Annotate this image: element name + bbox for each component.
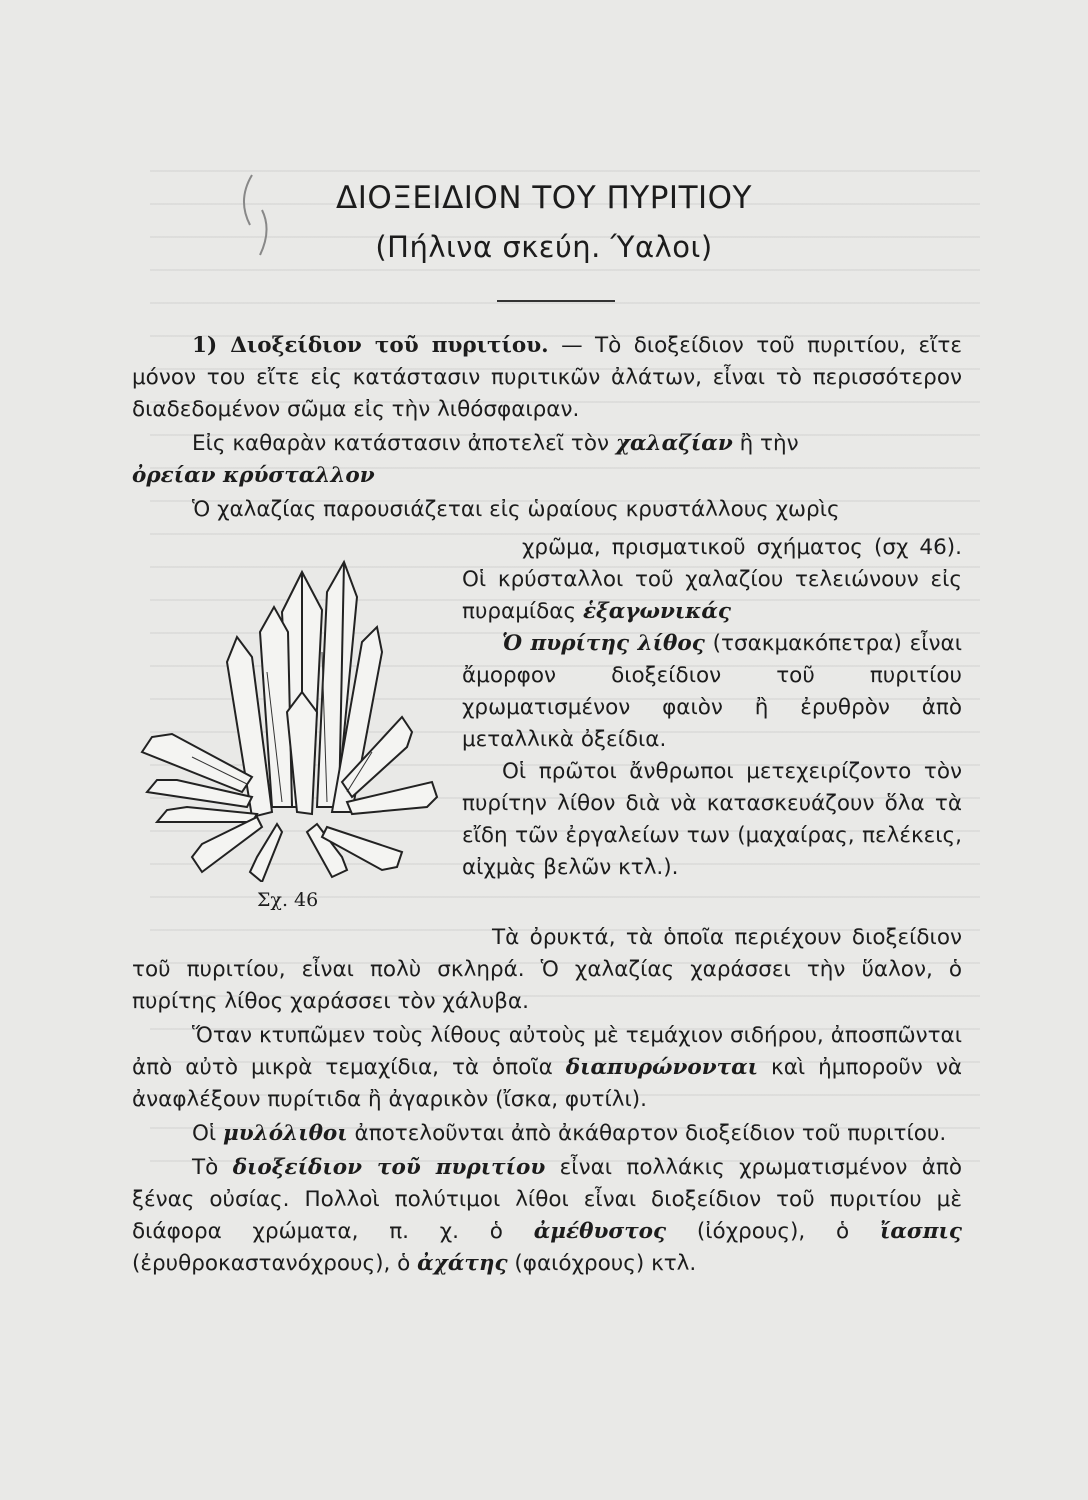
paragraph-intro: [132, 330, 962, 426]
p7-text-e: (ἰόχρους), ὁ: [666, 1219, 880, 1244]
p6-text-a: Οἱ: [192, 1121, 224, 1146]
p7-text-a: Τὸ: [192, 1155, 233, 1180]
section-heading: 1) Διοξείδιον τοῦ πυριτίου.: [192, 333, 549, 358]
p3-text: Ὁ χαλαζίας παρουσιάζεται εἰς ὡραίους κρυστάλλους χωρὶς: [192, 497, 840, 522]
term-iaspis: ἴασπις: [879, 1219, 962, 1244]
side-paragraph-2: [462, 628, 962, 756]
intro-text: — Τὸ διοξείδιον τοῦ πυριτίου, εἴτε μόνον του εἴτε εἰς κατάστασιν πυριτικῶν ἀλάτων, εἶναι τὸ περισσότερον διαδεδομένον σῶμα εἰς τὴν λιθόσφαιραν.: [132, 333, 962, 422]
term-pyritis-lithos: Ὁ πυρίτης λίθος: [502, 631, 705, 656]
p5-text-a: Ὅταν κτυπῶμεν τοὺς λίθους αὐτοὺς μὲ τεμάχιον σιδήρου, ἀποσπῶνται ἀπὸ αὐτὸ μικρὰ τεμαχίδια, τὰ ὁποῖα: [132, 1023, 962, 1080]
paragraph-4: [132, 922, 962, 1018]
page-subtitle: (Πήλινα σκεύη. Ύαλοι): [375, 230, 713, 264]
term-chalazias: χαλαζίαν: [615, 431, 733, 456]
side1-text: χρῶμα, πρισματικοῦ σχήματος (σχ 46). Οἱ κρύσταλλοι τοῦ χαλαζίου τελειώνουν εἰς πυραμίδας: [462, 535, 962, 624]
figure-side-text: [462, 532, 962, 922]
paragraph-3: [132, 494, 962, 526]
term-mylolithoi: μυλόλιθοι: [223, 1121, 348, 1146]
quartz-figure: [132, 532, 462, 922]
side2-text: (τσακμακόπετρα) εἶναι ἄμορφον διοξείδιον τοῦ πυριτίου χρωματισμένον φαιὸν ἢ ἐρυθρὸν ἀπὸ μεταλλικὰ ὀξείδια.: [462, 631, 963, 752]
p7-text-g: (ἐρυθροκαστανόχρους), ὁ: [132, 1251, 418, 1276]
page-title: ΔΙΟΞΕΙΔΙΟΝ ΤΟΥ ΠΥΡΙΤΙΟΥ: [336, 180, 752, 216]
p5-text-c: καὶ ἠμποροῦν νὰ ἀναφλέξουν πυρίτιδα ἢ ἀγαρικὸν (ἴσκα, φυτίλι).: [132, 1055, 962, 1112]
p7-text-c: εἶναι πολλάκις χρωματισμένον ἀπὸ ξένας οὐσίας. Πολλοὶ πολύτιμοι λίθοι εἶναι διοξείδιον τοῦ πυριτίου μὲ διάφορα χρώματα, π. χ. ὁ: [132, 1155, 962, 1244]
p2-text-c: ἢ τὴν: [732, 431, 799, 456]
figure-caption: Σχ. 46: [257, 889, 319, 911]
quartz-crystal-illustration: [132, 552, 452, 882]
side-paragraph-3: [462, 756, 962, 884]
p4-text: Τὰ ὀρυκτά, τὰ ὁποῖα περιέχουν διοξείδιον τοῦ πυριτίου, εἶναι πολὺ σκληρά. Ὁ χαλαζίας χαράσσει τὴν ὕαλον, ὁ πυρίτης λίθος χαράσσει τὸν χάλυβα.: [132, 925, 962, 1014]
side-paragraph-1: [462, 532, 962, 628]
term-achatis: ἀχάτης: [417, 1251, 508, 1276]
paragraph-7: [132, 1152, 962, 1280]
side3-text: Οἱ πρῶτοι ἄνθρωποι μετεχειρίζοντο τὸν πυρίτην λίθον διὰ νὰ κατασκευάζουν ὅλα τὰ εἴδη τῶν ἐργαλείων των (μαχαίρας, πελέκεις, αἰχμὰς βελῶν κτλ.).: [462, 759, 962, 880]
paragraph-6: [132, 1118, 962, 1150]
term-amethystos: ἀμέθυστος: [533, 1219, 667, 1244]
term-dioxeidion: διοξείδιον τοῦ πυριτίου: [232, 1155, 546, 1180]
term-oreia-krystallos: ὀρείαν κρύσταλλον: [132, 463, 375, 488]
p2-text-a: Εἰς καθαρὰν κατάστασιν ἀποτελεῖ τὸν: [192, 431, 616, 456]
term-hexagonikas: ἑξαγωνικάς: [582, 599, 732, 624]
body-text: [132, 330, 962, 1282]
p6-text-c: ἀποτελοῦνται ἀπὸ ἀκάθαρτον διοξείδιον τοῦ πυριτίου.: [347, 1121, 947, 1146]
paragraph-2: [132, 428, 962, 492]
title-rule: [497, 300, 615, 302]
p7-text-i: (φαιόχρους) κτλ.: [507, 1251, 697, 1276]
figure-wrap: [132, 532, 962, 922]
term-diapyronontai: διαπυρώνονται: [565, 1055, 759, 1080]
paragraph-5: [132, 1020, 962, 1116]
